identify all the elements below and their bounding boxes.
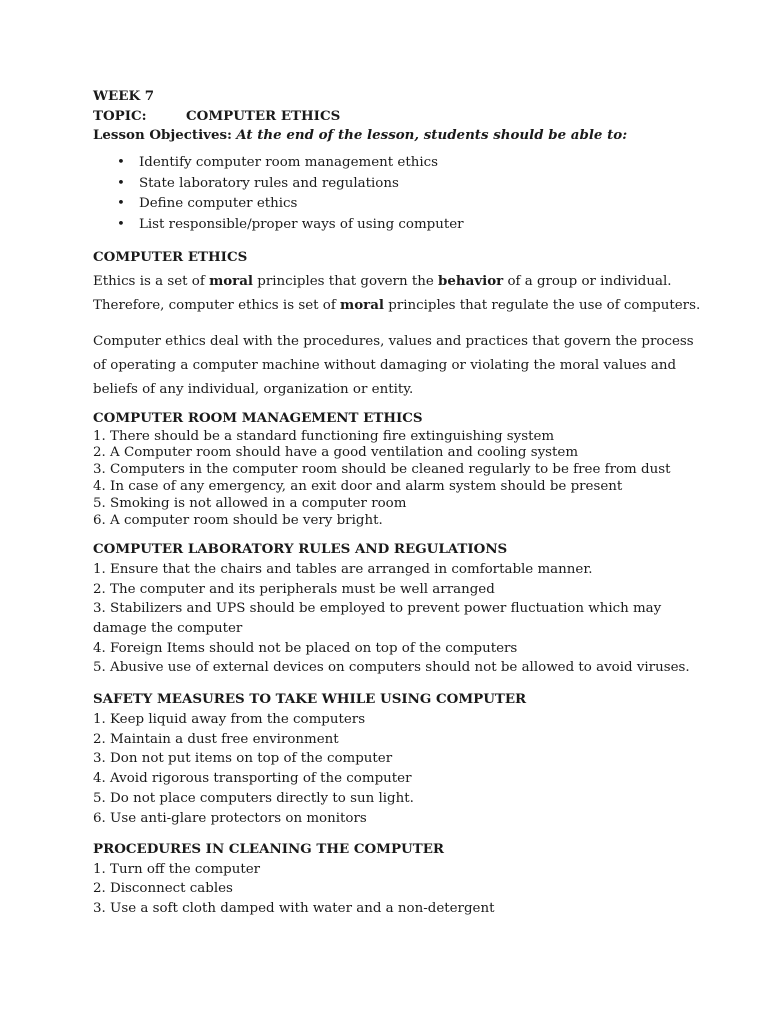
list-item: 5. Smoking is not allowed in a computer room — [93, 496, 407, 511]
section-heading-computer-ethics: COMPUTER ETHICS — [93, 249, 248, 265]
text-run-bold: moral — [340, 297, 384, 313]
list-item: 3. Don not put items on top of the computer — [93, 751, 393, 766]
section-heading-safety: SAFETY MEASURES TO TAKE WHILE USING COMPUTER — [93, 691, 527, 707]
bullet-icon: • — [117, 155, 125, 170]
text-run: principles that regulate the use of computers. — [383, 298, 701, 313]
list-item-continuation: damage the computer — [93, 621, 243, 636]
objectives-intro: At the end of the lesson, students should be able to: — [236, 127, 628, 143]
week-label: WEEK 7 — [93, 88, 155, 104]
list-item: 1. Turn off the computer — [93, 862, 261, 877]
objectives-label: Lesson Objectives: — [93, 127, 232, 143]
list-item: 5. Do not place computers directly to sun light. — [93, 791, 414, 806]
list-item: 2. Maintain a dust free environment — [93, 732, 339, 747]
text-run: principles that govern the — [252, 274, 439, 289]
list-item: 4. In case of any emergency, an exit door and alarm system should be present — [93, 479, 623, 494]
section-heading-lab-rules: COMPUTER LABORATORY RULES AND REGULATIONS — [93, 541, 508, 557]
text-run: Therefore, computer ethics is set of — [93, 298, 341, 313]
list-item: 3. Computers in the computer room should be cleaned regularly to be free from dust — [93, 462, 671, 477]
bullet-icon: • — [117, 217, 125, 232]
paragraph-line: Computer ethics deal with the procedures, values and practices that govern the process — [93, 334, 694, 349]
list-item: 6. Use anti-glare protectors on monitors — [93, 811, 367, 826]
list-item: 2. Disconnect cables — [93, 881, 233, 896]
topic-title: COMPUTER ETHICS — [186, 108, 341, 124]
list-item: 4. Foreign Items should not be placed on top of the computers — [93, 641, 518, 656]
bullet-icon: • — [117, 176, 125, 191]
section-heading-cleaning: PROCEDURES IN CLEANING THE COMPUTER — [93, 841, 445, 857]
list-item: 4. Avoid rigorous transporting of the computer — [93, 771, 412, 786]
section-heading-room-management: COMPUTER ROOM MANAGEMENT ETHICS — [93, 410, 423, 426]
list-item: 1. There should be a standard functioning fire extinguishing system — [93, 429, 555, 444]
topic-label: TOPIC: — [93, 108, 147, 124]
list-item: 1. Keep liquid away from the computers — [93, 712, 366, 727]
text-run-bold: behavior — [438, 273, 504, 289]
topic-line — [93, 110, 147, 123]
paragraph-line: of operating a computer machine without damaging or violating the moral values and — [93, 358, 677, 373]
objective-item: State laboratory rules and regulations — [139, 176, 399, 191]
text-run-bold: moral — [209, 273, 253, 289]
objective-item: Define computer ethics — [139, 196, 298, 211]
text-run: of a group or individual. — [503, 274, 672, 289]
list-item: 3. Use a soft cloth damped with water and a non-detergent — [93, 901, 495, 916]
objective-item: List responsible/proper ways of using computer — [139, 217, 464, 232]
objective-item: Identify computer room management ethics — [139, 155, 439, 170]
list-item: 5. Abusive use of external devices on computers should not be allowed to avoid viruses. — [93, 660, 690, 675]
computer-ethics-definition — [93, 299, 700, 312]
list-item: 2. The computer and its peripherals must be well arranged — [93, 582, 495, 597]
paragraph-line: beliefs of any individual, organization or entity. — [93, 382, 414, 397]
bullet-icon: • — [117, 196, 125, 211]
ethics-definition — [93, 275, 672, 288]
lesson-objectives-line — [93, 129, 627, 142]
list-item: 2. A Computer room should have a good ventilation and cooling system — [93, 445, 579, 460]
list-item: 3. Stabilizers and UPS should be employed to prevent power fluctuation which may — [93, 601, 662, 616]
list-item: 6. A computer room should be very bright. — [93, 513, 383, 528]
list-item: 1. Ensure that the chairs and tables are arranged in comfortable manner. — [93, 562, 593, 577]
text-run: Ethics is a set of — [93, 274, 210, 289]
